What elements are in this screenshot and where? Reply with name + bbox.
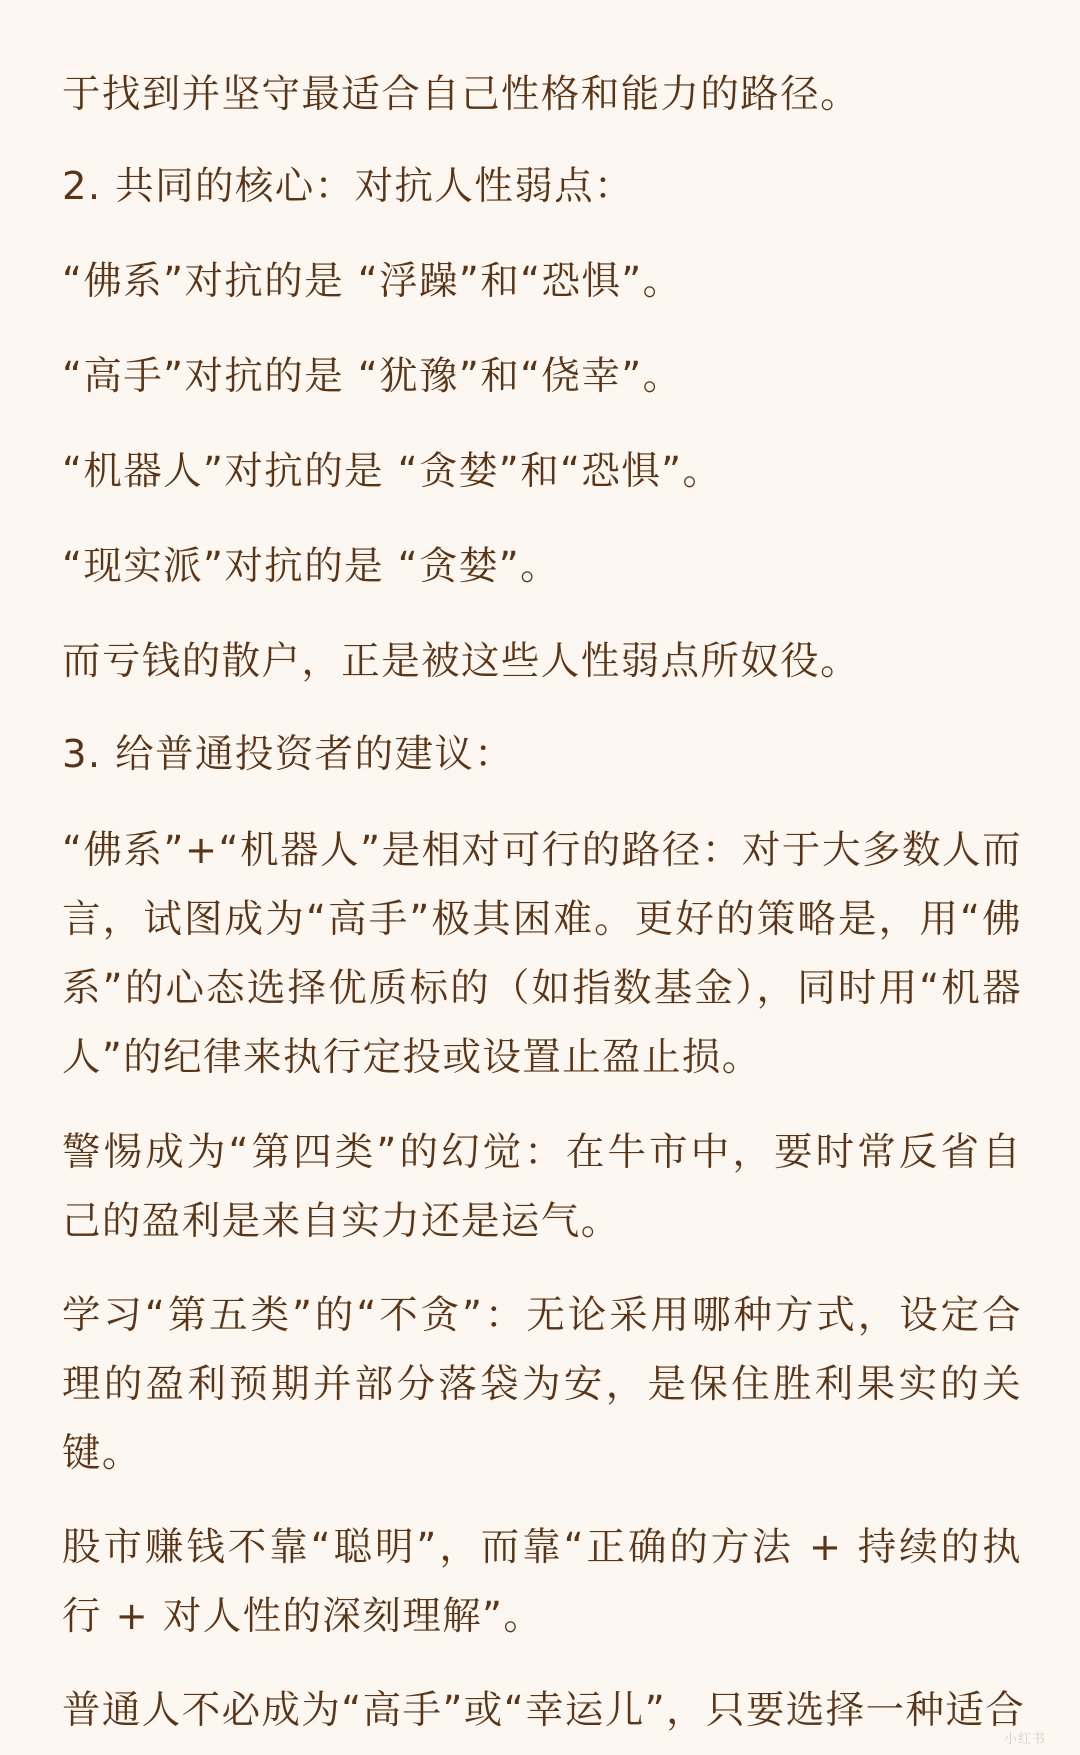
- paragraph: “佛系”对抗的是 “浮躁”和“恐惧”。: [62, 259, 683, 304]
- paragraph: 警惕成为“第四类”的幻觉：在牛市中，要时常反省自己的盈利是来自实力还是运气。: [62, 1130, 1022, 1244]
- paragraph: “现实派”对抗的是 “贪婪”。: [62, 544, 561, 589]
- watermark-logo: 小红书: [1003, 1732, 1046, 1747]
- section-heading: 2. 共同的核心：对抗人性弱点：: [62, 164, 634, 209]
- section-heading: 3. 给普通投资者的建议：: [62, 732, 515, 777]
- paragraph: 于找到并坚守最适合自己性格和能力的路径。: [62, 72, 861, 117]
- paragraph: “高手”对抗的是 “犹豫”和“侥幸”。: [62, 354, 683, 399]
- paragraph: 而亏钱的散户，正是被这些人性弱点所奴役。: [62, 639, 861, 684]
- paragraph: “佛系”+“机器人”是相对可行的路径：对于大多数人而言，试图成为“高手”极其困难。更好的策略是，用“佛系”的心态选择优质标的（如指数基金），同时用“机器人”的纪律来执行定投或设置止盈止损。: [62, 828, 1022, 1080]
- paragraph: 学习“第五类”的“不贪”：无论采用哪种方式，设定合理的盈利预期并部分落袋为安，是保住胜利果实的关键。: [62, 1293, 1022, 1476]
- paragraph: 普通人不必成为“高手”或“幸运儿”，只要选择一种适合: [62, 1688, 1026, 1733]
- paragraph: “机器人”对抗的是 “贪婪”和“恐惧”。: [62, 449, 723, 494]
- paragraph: 股市赚钱不靠“聪明”，而靠“正确的方法 + 持续的执行 + 对人性的深刻理解”。: [62, 1525, 1022, 1639]
